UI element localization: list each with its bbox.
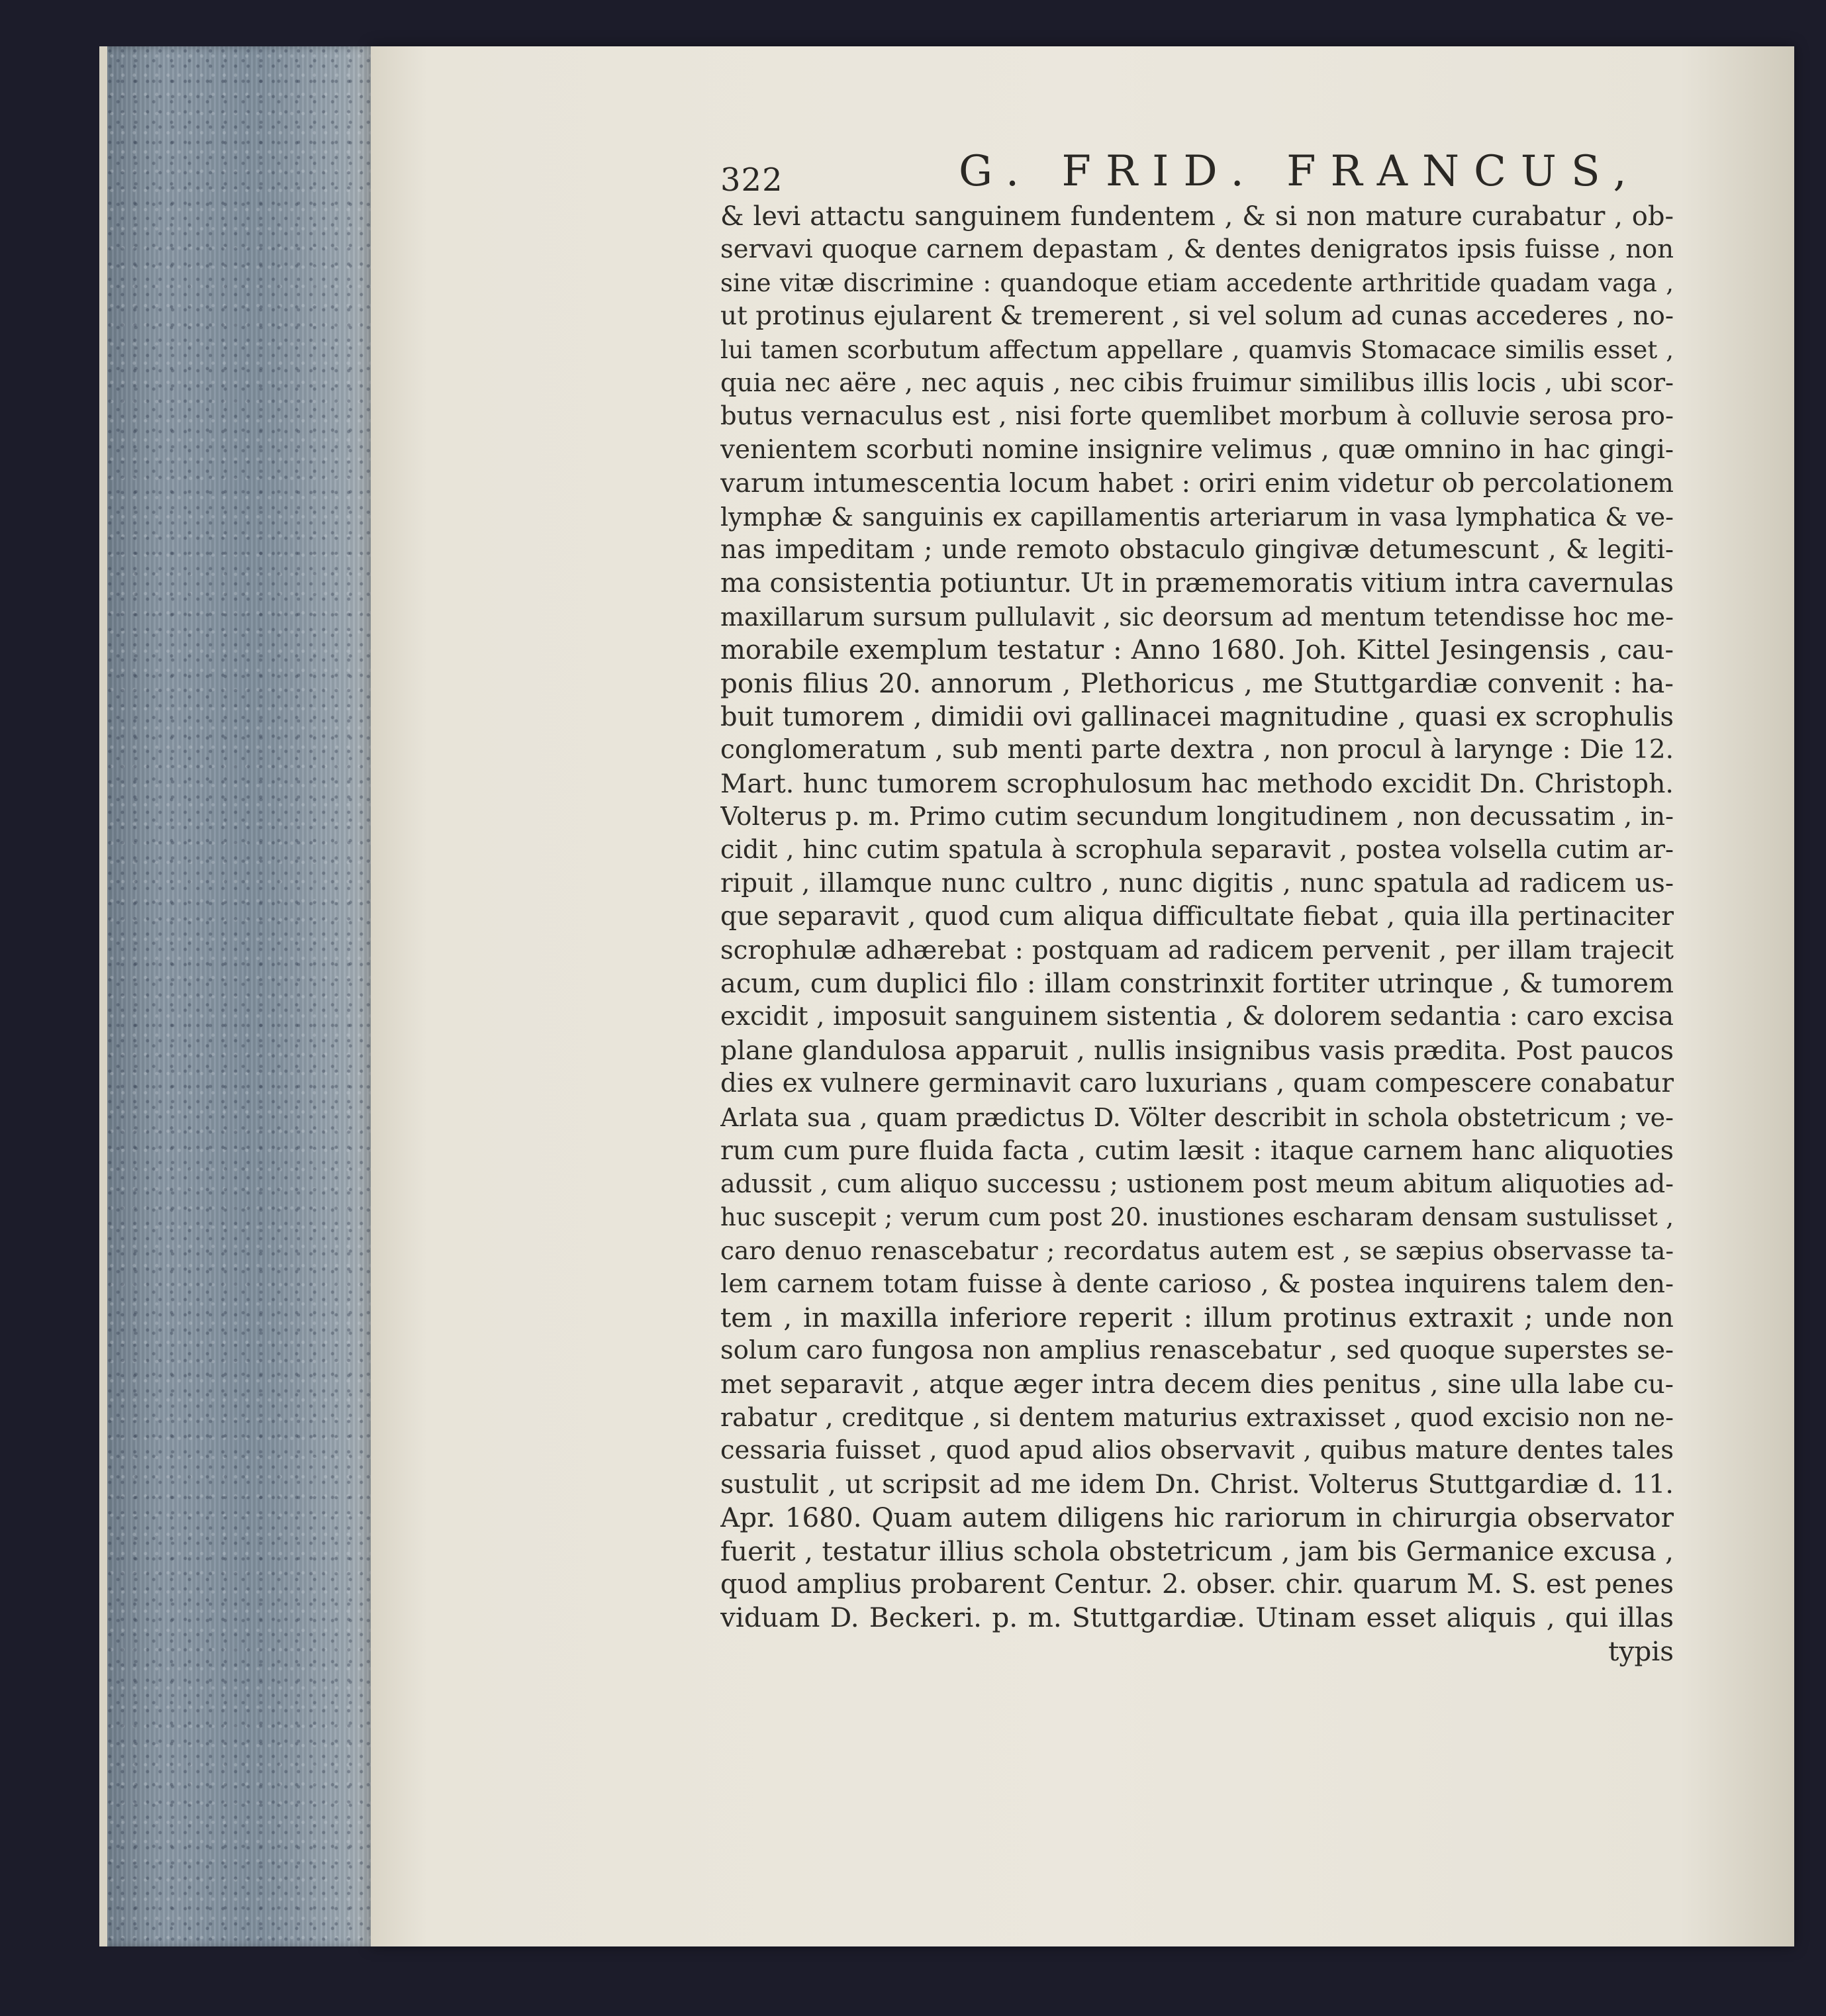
text-line: Volterus p. m. Primo cutim secundum longitudinem , non decussatim , in- — [720, 802, 1674, 832]
text-line: caro denuo renascebatur ; recordatus autem est , se sæpius observasse ta- — [720, 1236, 1674, 1266]
text-line: varum intumescentia locum habet : oriri enim videtur ob percolationem — [720, 468, 1674, 499]
text-line: rabatur , creditque , si dentem maturius extraxisset , quod excisio non ne- — [720, 1403, 1674, 1433]
body-text — [720, 200, 1674, 1668]
text-line: morabile exemplum testatur : Anno 1680. Joh. Kittel Jesingensis , cau- — [720, 635, 1674, 666]
text-line: quia nec aëre , nec aquis , nec cibis fruimur similibus illis locis , ubi scor- — [720, 367, 1674, 398]
text-line: que separavit , quod cum aliqua difficultate fiebat , quia illa pertinaciter — [720, 902, 1674, 932]
text-line: ponis filius 20. annorum , Plethoricus , me Stuttgardiæ convenit : ha- — [720, 667, 1674, 700]
text-line: Apr. 1680. Quam autem diligens hic rariorum in chirurgia observator — [720, 1502, 1674, 1534]
text-line: acum, cum duplici filo : illam constrinxit fortiter utrinque , & tumorem — [720, 968, 1674, 999]
text-line: venientem scorbuti nomine insignire velimus , quæ omnino in hac gingi- — [720, 434, 1674, 465]
text-line: scrophulæ adhærebat : postquam ad radicem pervenit , per illam trajecit — [720, 935, 1674, 965]
text-line: conglomeratum , sub menti parte dextra , non procul à larynge : Die 12. — [720, 735, 1674, 765]
catchword: typis — [1608, 1635, 1674, 1667]
text-line: huc suscepit ; verum cum post 20. inustiones escharam densam sustulisset , — [720, 1202, 1674, 1231]
text-line: lui tamen scorbutum affectum appellare , quamvis Stomacace similis esset , — [720, 335, 1674, 364]
edge-speckle-texture — [107, 46, 385, 1946]
text-line: ripuit , illamque nunc cultro , nunc digitis , nunc spatula ad radicem us- — [720, 868, 1674, 898]
text-line: sustulit , ut scripsit ad me idem Dn. Christ. Volterus Stuttgardiæ d. 11. — [720, 1468, 1674, 1500]
text-line: solum caro fungosa non amplius renascebatur , sed quoque superstes se- — [720, 1335, 1674, 1366]
text-line: & levi attactu sanguinem fundentem , & si non mature curabatur , ob- — [720, 201, 1674, 232]
text-line: nas impeditam ; unde remoto obstaculo gingivæ detumescunt , & legiti- — [720, 534, 1674, 565]
text-line: lem carnem totam fuisse à dente carioso , & postea inquirens talem den- — [720, 1269, 1674, 1299]
text-line: rum cum pure fluida facta , cutim læsit : itaque carnem hanc aliquoties — [720, 1135, 1674, 1166]
text-line: ut protinus ejularent & tremerent , si vel solum ad cunas accederes , no- — [720, 301, 1674, 332]
text-line: cidit , hinc cutim spatula à scrophula separavit , postea volsella cutim ar- — [720, 835, 1674, 865]
text-line: fuerit , testatur illius schola obstetricum , jam bis Germanice excusa , — [720, 1535, 1674, 1567]
text-line: cessaria fuisset , quod apud alios observavit , quibus mature dentes tales — [720, 1435, 1674, 1466]
text-line: dies ex vulnere germinavit caro luxurians , quam compescere conabatur — [720, 1069, 1674, 1099]
text-line: sine vitæ discrimine : quandoque etiam accedente arthritide quadam vaga , — [720, 268, 1674, 297]
text-line: Mart. hunc tumorem scrophulosum hac methodo excidit Dn. Christoph. — [720, 768, 1674, 799]
text-line: plane glandulosa apparuit , nullis insignibus vasis prædita. Post paucos — [720, 1035, 1674, 1066]
text-line: Arlata sua , quam prædictus D. Völter describit in schola obstetricum ; ve- — [720, 1102, 1674, 1132]
book-page-edges — [99, 46, 385, 1946]
text-line: quod amplius probarent Centur. 2. obser. chir. quarum M. S. est penes — [720, 1569, 1674, 1600]
running-head: G. FRID. FRANCUS, — [959, 147, 1641, 196]
text-line: lymphæ & sanguinis ex capillamentis arteriarum in vasa lymphatica & ve- — [720, 502, 1674, 532]
text-line: tem , in maxilla inferiore reperit : illum protinus extraxit ; unde non — [720, 1301, 1674, 1333]
page-header — [720, 147, 1733, 207]
text-line: ma consistentia potiuntur. Ut in præmemoratis vitium intra cavernulas — [720, 568, 1674, 599]
text-line: met separavit , atque æger intra decem dies penitus , sine ulla labe cu- — [720, 1368, 1674, 1400]
text-line: adussit , cum aliquo successu ; ustionem post meum abitum aliquoties ad- — [720, 1169, 1674, 1199]
text-line: viduam D. Beckeri. p. m. Stuttgardiæ. Utinam esset aliquis , qui illas — [720, 1602, 1674, 1634]
text-line: maxillarum sursum pullulavit , sic deorsum ad mentum tetendisse hoc me- — [720, 602, 1674, 632]
text-line: butus vernaculus est , nisi forte quemlibet morbum à colluvie serosa pro- — [720, 401, 1674, 432]
text-line: buit tumorem , dimidii ovi gallinacei magnitudine , quasi ex scrophulis — [720, 701, 1674, 732]
text-line: servavi quoque carnem depastam , & dentes denigratos ipsis fuisse , non — [720, 234, 1674, 265]
text-line: excidit , imposuit sanguinem sistentia , & dolorem sedantia : caro excisa — [720, 1002, 1674, 1032]
page-number: 322 — [720, 162, 783, 199]
